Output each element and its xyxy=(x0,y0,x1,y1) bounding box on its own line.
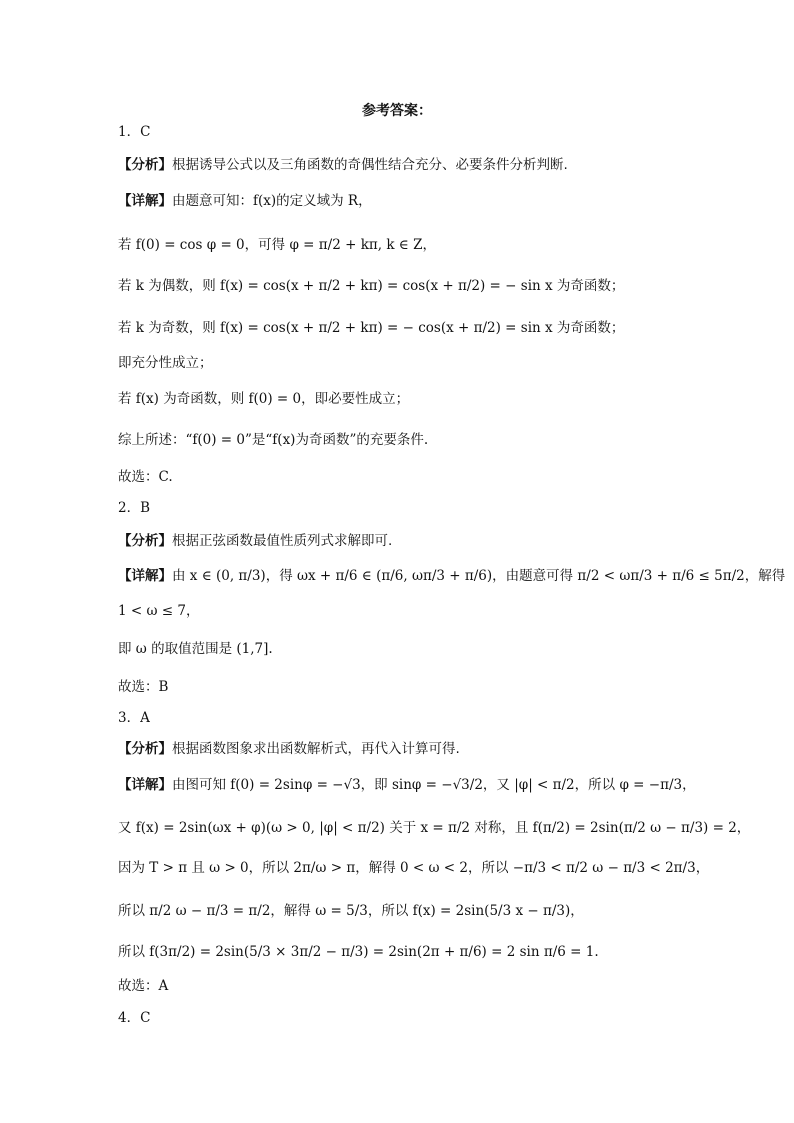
analysis-line xyxy=(118,741,688,757)
detail-line: 综上所述：“f(0) = 0”是“f(x)为奇函数”的充要条件. xyxy=(118,432,429,448)
detail-tag: 【详解】 xyxy=(118,193,172,209)
detail-line xyxy=(118,777,696,793)
detail-line: 即 ω 的取值范围是 (1,7]. xyxy=(118,641,273,657)
analysis-tag: 【分析】 xyxy=(118,533,172,549)
detail-line: 所以 f(3π/2) = 2sin(5/3 × 3π/2 − π/3) = 2sin(2π + π/6) = 2 sin π/6 = 1. xyxy=(118,944,599,960)
detail-line: 若 f(0) = cos φ = 0，可得 φ = π/2 + kπ, k ∈ Z， xyxy=(118,237,436,253)
question-number: 3．A xyxy=(118,710,150,726)
answer-line: 故选：B xyxy=(118,679,169,695)
detail-line: 所以 π/2 ω − π/3 = π/2，解得 ω = 5/3，所以 f(x) = 2sin(5/3 x − π/3)， xyxy=(118,903,584,919)
detail-text: 由题意可知：f(x)的定义域为 R， xyxy=(172,193,372,209)
answer-line: 故选：A xyxy=(118,978,169,994)
detail-line: 又 f(x) = 2sin(ωx + φ)(ω > 0, |φ| < π/2) 关于 x = π/2 对称，且 f(π/2) = 2sin(π/2 ω − π/3) = 2， xyxy=(118,820,751,836)
detail-line: 即充分性成立； xyxy=(118,355,213,371)
detail-line: 若 k 为奇数，则 f(x) = cos(x + π/2 + kπ) = − cos(x + π/2) = sin x 为奇函数； xyxy=(118,320,625,336)
detail-line xyxy=(118,193,688,209)
analysis-tag: 【分析】 xyxy=(118,157,172,173)
detail-line: 1 < ω ≤ 7， xyxy=(118,603,200,619)
detail-line xyxy=(118,568,786,584)
analysis-tag: 【分析】 xyxy=(118,741,172,757)
analysis-line xyxy=(118,157,688,173)
analysis-text: 根据函数图象求出函数解析式，再代入计算可得. xyxy=(172,741,460,757)
analysis-text: 根据诱导公式以及三角函数的奇偶性结合充分、必要条件分析判断. xyxy=(172,157,568,173)
answer-line: 故选：C. xyxy=(118,469,173,485)
analysis-text: 根据正弦函数最值性质列式求解即可. xyxy=(172,533,393,549)
detail-line: 若 k 为偶数，则 f(x) = cos(x + π/2 + kπ) = cos(x + π/2) = − sin x 为奇函数； xyxy=(118,278,625,294)
detail-line: 若 f(x) 为奇函数，则 f(0) = 0，即必要性成立； xyxy=(118,391,410,407)
analysis-line xyxy=(118,533,688,549)
question-number: 2．B xyxy=(118,500,151,516)
page-title: 参考答案： xyxy=(362,103,432,119)
question-number: 4．C xyxy=(118,1010,151,1026)
detail-tag: 【详解】 xyxy=(118,777,172,793)
question-number: 1．C xyxy=(118,124,151,140)
detail-tag: 【详解】 xyxy=(118,568,172,584)
detail-text: 由 x ∈ (0, π/3)，得 ωx + π/6 ∈ (π/6, ωπ/3 + π/6)，由题意可得 π/2 < ωπ/3 + π/6 ≤ 5π/2，解得 xyxy=(172,568,786,584)
detail-line: 因为 T > π 且 ω > 0，所以 2π/ω > π，解得 0 < ω < 2，所以 −π/3 < π/2 ω − π/3 < 2π/3， xyxy=(118,860,710,876)
detail-text: 由图可知 f(0) = 2sinφ = −√3，即 sinφ = −√3/2，又 |φ| < π/2，所以 φ = −π/3， xyxy=(172,777,696,793)
